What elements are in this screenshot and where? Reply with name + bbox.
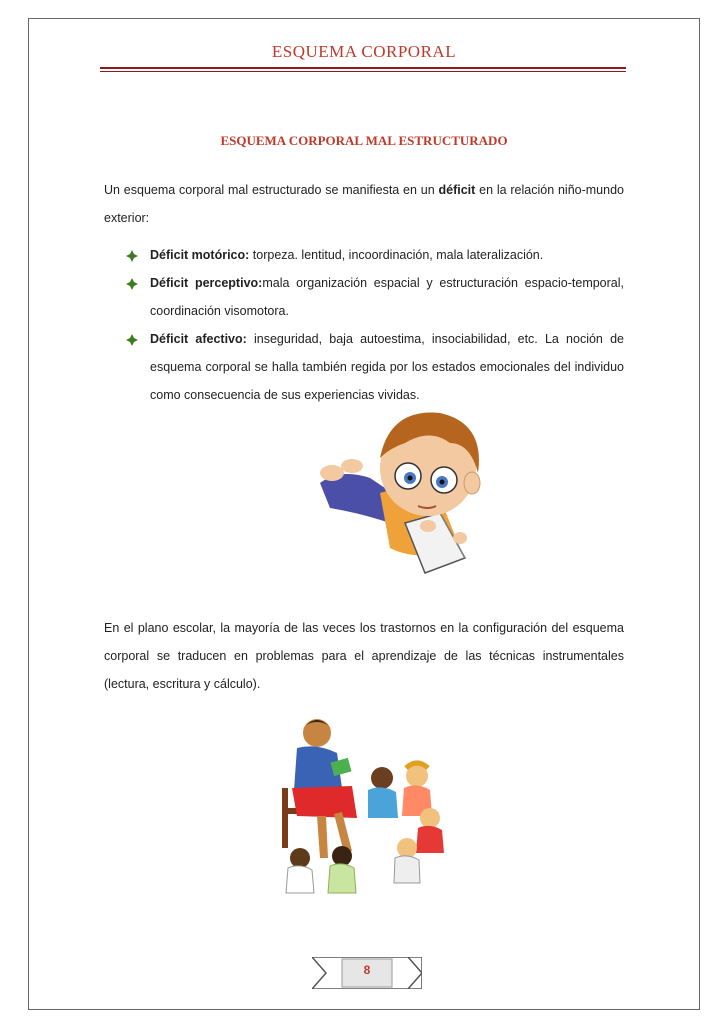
list-item-perceptivo xyxy=(124,269,624,325)
header-title: ESQUEMA CORPORAL xyxy=(271,42,457,61)
bullet-label: Déficit perceptivo: xyxy=(150,276,263,290)
bullet-label: Déficit afectivo: xyxy=(150,332,247,346)
intro-paragraph xyxy=(104,176,624,232)
intro-text-before: Un esquema corporal mal estructurado se manifiesta en un xyxy=(104,183,439,197)
list-item-afectivo xyxy=(124,325,624,409)
bullet-text: inseguridad, baja autoestima, insociabilidad, etc. La noción de esquema corporal se halla también regida por los estados emocionales del individuo como consecuencia de sus experiencias vividas. xyxy=(150,332,624,402)
closing-paragraph: En el plano escolar, la mayoría de las veces los trastornos en la configuración del esquema corporal se traducen en problemas para el aprendizaje de las técnicas instrumentales (lectura, escritura y cálculo). xyxy=(104,621,624,691)
list-item-motorico xyxy=(124,241,624,269)
diamond-bullet-icon xyxy=(126,278,138,290)
section-heading: ESQUEMA CORPORAL MAL ESTRUCTURADO xyxy=(220,133,508,148)
child-reading-illustration xyxy=(310,398,510,583)
header-rule xyxy=(100,67,626,73)
diamond-bullet-icon xyxy=(126,334,138,346)
diamond-bullet-icon xyxy=(126,250,138,262)
deficit-list xyxy=(124,241,624,409)
teacher-reading-to-children-illustration xyxy=(272,708,458,894)
bullet-text: torpeza. lentitud, incoordinación, mala lateralización. xyxy=(249,248,544,262)
bullet-text: mala organización espacial y estructuración espacio-temporal, coordinación visomotora. xyxy=(150,276,624,318)
intro-bold-word: déficit xyxy=(438,183,476,197)
bullet-label: Déficit motórico: xyxy=(150,248,250,262)
page-number: 8 xyxy=(363,963,371,977)
intro-text-after: en la relación niño-mundo exterior: xyxy=(104,183,624,225)
